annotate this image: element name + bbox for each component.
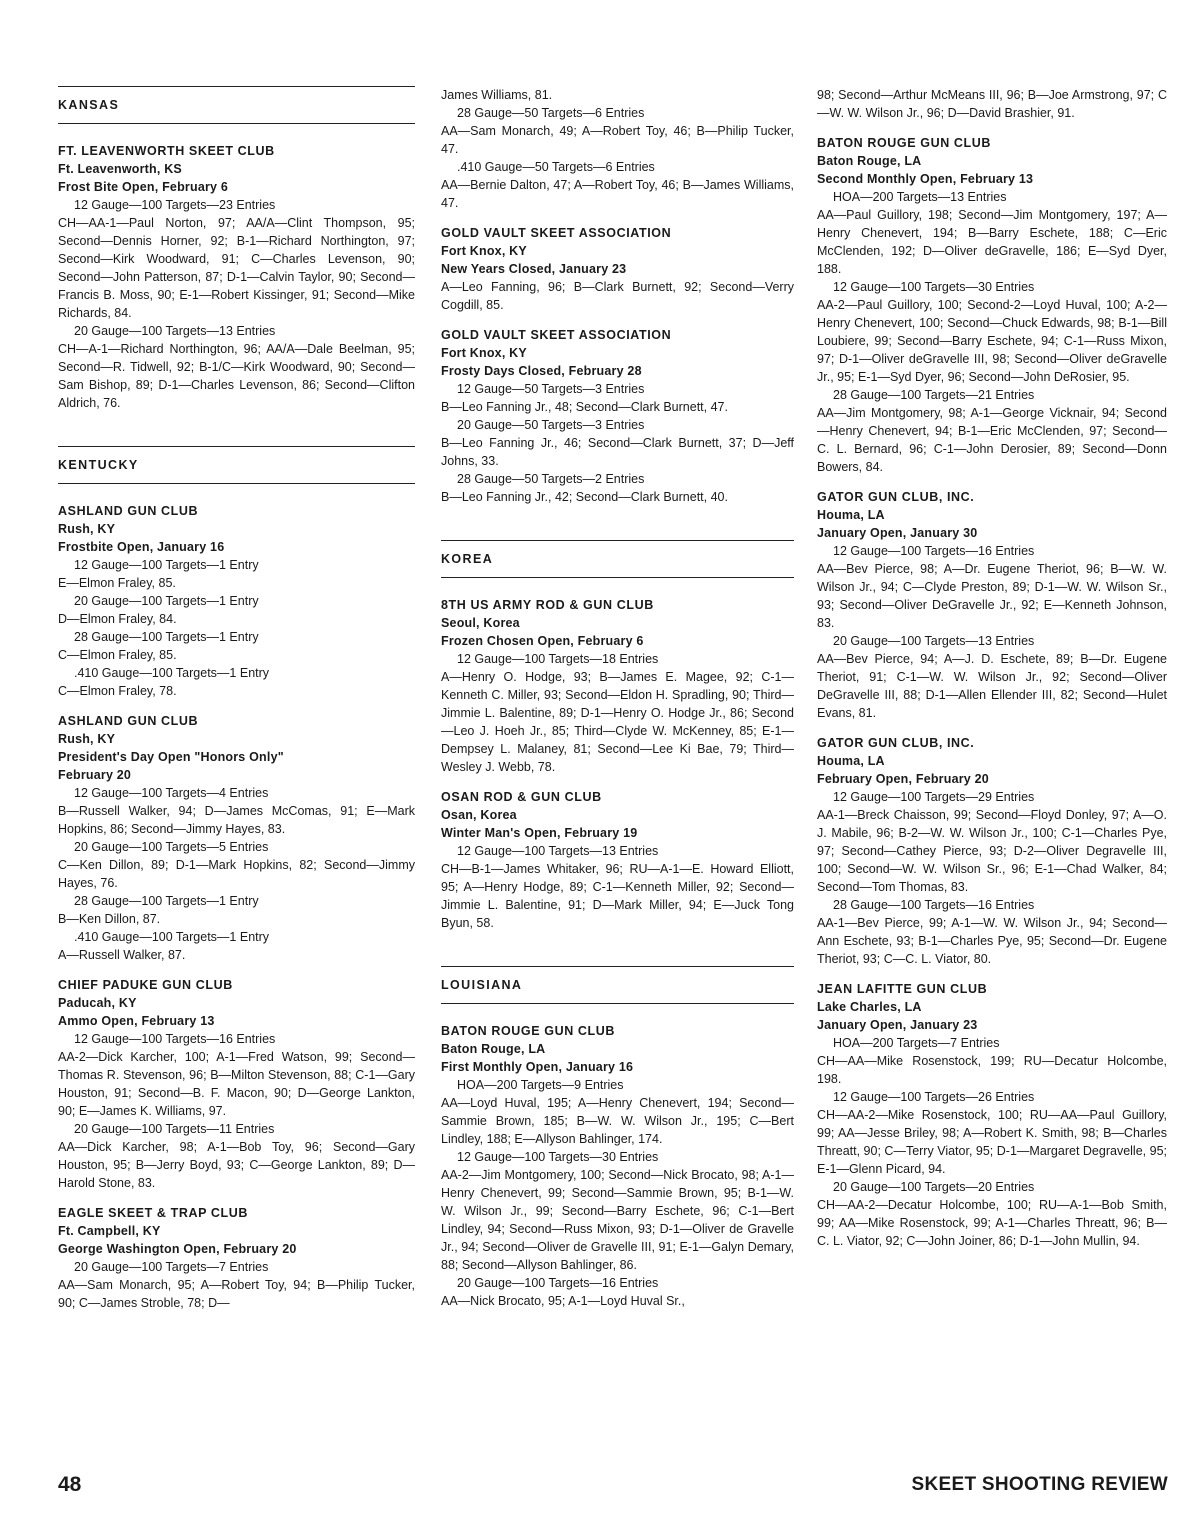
event-heading: 12 Gauge—100 Targets—16 Entries [74, 1032, 276, 1046]
event-title: President's Day Open "Honors Only" [58, 750, 284, 764]
event-results: AA—Dick Karcher, 98; A-1—Bob Toy, 96; Second—Gary Houston, 95; B—Jerry Boyd, 93; C—George Lankton, 89; D—Harold Stone, 83. [58, 1140, 415, 1190]
club-name: EAGLE SKEET & TRAP CLUB [58, 1206, 248, 1220]
event-title: New Years Closed, January 23 [441, 262, 627, 276]
club-name: FT. LEAVENWORTH SKEET CLUB [58, 144, 275, 158]
club-location: Paducah, KY [58, 996, 137, 1010]
magazine-title: SKEET SHOOTING REVIEW [911, 1474, 1168, 1495]
club-block [441, 788, 794, 932]
event-results: D—Elmon Fraley, 84. [58, 612, 177, 626]
event-results: B—Russell Walker, 94; D—James McComas, 91; E—Mark Hopkins, 86; Second—Jimmy Hayes, 83. [58, 804, 415, 836]
event-results: CH—A-1—Richard Northington, 96; AA/A—Dale Beelman, 95; Second—R. Tidwell, 92; B-1/C—Kirk Woodward, 90; Second—Sam Bishop, 89; D-1—Charles Levenson, 86; Second—Clifton Aldrich, 76. [58, 342, 415, 410]
event-heading: 20 Gauge—100 Targets—11 Entries [74, 1122, 275, 1136]
event-heading: 20 Gauge—100 Targets—16 Entries [457, 1276, 659, 1290]
event-heading: 28 Gauge—100 Targets—1 Entry [74, 630, 259, 644]
club-location: Lake Charles, LA [817, 1000, 922, 1014]
club-block [58, 1204, 415, 1312]
event-heading: 20 Gauge—100 Targets—13 Entries [833, 634, 1035, 648]
event-results: C—Elmon Fraley, 78. [58, 684, 177, 698]
event-title: Frosty Days Closed, February 28 [441, 364, 642, 378]
club-block [441, 596, 794, 776]
column-1 [58, 86, 415, 1312]
event-heading: 12 Gauge—100 Targets—30 Entries [833, 280, 1035, 294]
club-location: Ft. Leavenworth, KS [58, 162, 182, 176]
event-title: January Open, January 23 [817, 1018, 978, 1032]
event-heading: 20 Gauge—100 Targets—7 Entries [74, 1260, 269, 1274]
state-header-kentucky: KENTUCKY [58, 446, 415, 484]
event-heading: 28 Gauge—50 Targets—2 Entries [457, 472, 645, 486]
event-results: B—Ken Dillon, 87. [58, 912, 161, 926]
event-heading: .410 Gauge—50 Targets—6 Entries [457, 160, 655, 174]
page-number: 48 [58, 1473, 82, 1496]
event-results: AA—Bernie Dalton, 47; A—Robert Toy, 46; B—James Williams, 47. [441, 178, 794, 210]
event-heading: 12 Gauge—100 Targets—4 Entries [74, 786, 269, 800]
event-results: CH—B-1—James Whitaker, 96; RU—A-1—E. Howard Elliott, 95; A—Henry Hodge, 89; C-1—Kenneth Miller, 92; Second—Jimmie L. Balentine, 91; D—Mark Miller, 94; E—Juck Tong Byun, 58. [441, 862, 794, 930]
event-heading: 12 Gauge—100 Targets—29 Entries [833, 790, 1035, 804]
club-block [58, 976, 415, 1192]
event-results: AA-1—Breck Chaisson, 99; Second—Floyd Donley, 97; A—O. J. Mabile, 96; B-2—W. W. Wilson Jr., 100; C-1—Charles Pye, 97; Second—Cathey Pierce, 93; D-2—Oliver Degravelle III, 100; Second—W. W. Wilson Sr., 96; E-1—Chad Walker, 84; Second—Tom Thomas, 83. [817, 808, 1167, 894]
event-heading: 20 Gauge—100 Targets—13 Entries [74, 324, 276, 338]
club-location: Baton Rouge, LA [817, 154, 922, 168]
event-heading: 28 Gauge—100 Targets—21 Entries [833, 388, 1035, 402]
club-block [441, 1022, 794, 1310]
club-name: GOLD VAULT SKEET ASSOCIATION [441, 328, 672, 342]
club-location: Ft. Campbell, KY [58, 1224, 161, 1238]
event-date: February 20 [58, 768, 132, 782]
event-heading: 28 Gauge—100 Targets—1 Entry [74, 894, 259, 908]
event-heading: 12 Gauge—50 Targets—3 Entries [457, 382, 645, 396]
event-results: CH—AA-2—Decatur Holcombe, 100; RU—A-1—Bob Smith, 99; AA—Mike Rosenstock, 99; A-1—Charles Threatt, 96; B—C. L. Viator, 92; C—John Joiner, 86; D-1—John Mullin, 94. [817, 1198, 1167, 1248]
event-results: AA-2—Paul Guillory, 100; Second-2—Loyd Huval, 100; A-2—Henry Chenevert, 100; Second—Chuck Edwards, 98; B-1—Bill Loubiere, 99; Second—Barry Eschete, 94; C-1—Russ Mixon, 97; D-1—Oliver deGravelle III, 98; Second—Oliver deGravelle Jr., 95; E-1—Syd Dyer, 96; Second—John DeRosier, 95. [817, 298, 1167, 384]
event-results: AA-2—Jim Montgomery, 100; Second—Nick Brocato, 98; A-1—Henry Chenevert, 99; Second—Sammie Brown, 95; B-1—W. W. Wilson Jr., 99; Second—Barry Eschete, 96; C-1—Bert Lindley, 94; Second—Russ Mixon, 93; D-1—Oliver de Gravelle Jr., 94; Second—Oliver de Gravelle III, 91; E-1—Galyn Demary, 88; Second—Allyson Bahlinger, 86. [441, 1168, 794, 1272]
event-heading: 12 Gauge—100 Targets—16 Entries [833, 544, 1035, 558]
club-block [817, 980, 1167, 1250]
club-name: BATON ROUGE GUN CLUB [441, 1024, 616, 1038]
state-header-louisiana: LOUISIANA [441, 966, 794, 1004]
event-heading: 12 Gauge—100 Targets—13 Entries [457, 844, 659, 858]
event-heading: HOA—200 Targets—9 Entries [457, 1078, 624, 1092]
club-block [817, 734, 1167, 968]
event-heading: 20 Gauge—100 Targets—20 Entries [833, 1180, 1035, 1194]
club-name: GOLD VAULT SKEET ASSOCIATION [441, 226, 672, 240]
club-block [58, 712, 415, 964]
event-results: AA—Sam Monarch, 49; A—Robert Toy, 46; B—Philip Tucker, 47. [441, 124, 794, 156]
event-heading: 20 Gauge—50 Targets—3 Entries [457, 418, 645, 432]
event-results: A—Leo Fanning, 96; B—Clark Burnett, 92; Second—Verry Cogdill, 85. [441, 280, 794, 312]
event-title: Second Monthly Open, February 13 [817, 172, 1034, 186]
event-results: AA—Jim Montgomery, 98; A-1—George Vicknair, 94; Second—Henry Chenevert, 94; B-1—Eric McClenden, 97; Second—C. L. Bernard, 96; C-1—John Derosier, 89; Second—Donn Bowers, 84. [817, 406, 1167, 474]
event-heading: .410 Gauge—100 Targets—1 Entry [74, 666, 270, 680]
club-block [441, 326, 794, 506]
event-results: AA-2—Dick Karcher, 100; A-1—Fred Watson, 99; Second—Thomas R. Stevenson, 96; B—Milton Stevenson, 88; C-1—Gary Houston, 91; Second—B. F. Macon, 90; D—George Lankton, 90; E—James K. Williams, 97. [58, 1050, 415, 1118]
event-results: James Williams, 81. [441, 88, 553, 102]
club-block [441, 224, 794, 314]
club-location: Rush, KY [58, 522, 116, 536]
event-results: 98; Second—Arthur McMeans III, 96; B—Joe Armstrong, 97; C—W. W. Wilson Jr., 96; D—David Brashier, 91. [817, 88, 1167, 120]
event-results: E—Elmon Fraley, 85. [58, 576, 176, 590]
club-block [817, 134, 1167, 476]
event-title: January Open, January 30 [817, 526, 978, 540]
event-title: Winter Man's Open, February 19 [441, 826, 638, 840]
club-block-continued [441, 86, 794, 212]
event-results: CH—AA-1—Paul Norton, 97; AA/A—Clint Thompson, 95; Second—Dennis Horner, 92; B-1—Richard Northington, 97; Second—Kirk Woodward, 91; C—Charles Levenson, 90; Second—John Patterson, 87; D-1—Calvin Taylor, 90; Second—Francis B. Moss, 90; E-1—Robert Kissinger, 91; Second—Mike Richards, 84. [58, 216, 415, 320]
event-results: AA—Loyd Huval, 195; A—Henry Chenevert, 194; Second—Sammie Brown, 185; B—W. W. Wilson Jr., 195; C—Bert Lindley, 188; E—Allyson Bahlinger, 174. [441, 1096, 794, 1146]
event-heading: 12 Gauge—100 Targets—23 Entries [74, 198, 276, 212]
club-location: Seoul, Korea [441, 616, 520, 630]
club-block [58, 142, 415, 412]
club-location: Rush, KY [58, 732, 116, 746]
club-name: OSAN ROD & GUN CLUB [441, 790, 602, 804]
event-title: Frozen Chosen Open, February 6 [441, 634, 644, 648]
event-results: A—Russell Walker, 87. [58, 948, 186, 962]
club-location: Baton Rouge, LA [441, 1042, 546, 1056]
event-title: First Monthly Open, January 16 [441, 1060, 634, 1074]
club-block-continued [817, 86, 1167, 122]
column-3 [817, 86, 1167, 1250]
event-results: CH—AA—Mike Rosenstock, 199; RU—Decatur Holcombe, 198. [817, 1054, 1167, 1086]
event-results: B—Leo Fanning Jr., 42; Second—Clark Burnett, 40. [441, 490, 728, 504]
club-location: Fort Knox, KY [441, 244, 527, 258]
event-title: George Washington Open, February 20 [58, 1242, 297, 1256]
event-heading: 12 Gauge—100 Targets—18 Entries [457, 652, 659, 666]
club-location: Fort Knox, KY [441, 346, 527, 360]
event-results: CH—AA-2—Mike Rosenstock, 100; RU—AA—Paul Guillory, 99; AA—Jesse Briley, 98; A—Robert K. Smith, 98; B—Charles Threatt, 90; C—Terry Viator, 95; D-1—Margaret Degravelle, 95; E-1—Glenn Picard, 94. [817, 1108, 1167, 1176]
event-results: B—Leo Fanning Jr., 46; Second—Clark Burnett, 37; D—Jeff Johns, 33. [441, 436, 794, 468]
club-name: ASHLAND GUN CLUB [58, 714, 199, 728]
event-heading: 12 Gauge—100 Targets—30 Entries [457, 1150, 659, 1164]
event-heading: 20 Gauge—100 Targets—1 Entry [74, 594, 259, 608]
club-name: JEAN LAFITTE GUN CLUB [817, 982, 988, 996]
club-location: Houma, LA [817, 754, 885, 768]
club-block [817, 488, 1167, 722]
event-results: AA—Sam Monarch, 95; A—Robert Toy, 94; B—Philip Tucker, 90; C—James Stroble, 78; D— [58, 1278, 415, 1310]
event-heading: 20 Gauge—100 Targets—5 Entries [74, 840, 269, 854]
event-results: AA—Paul Guillory, 198; Second—Jim Montgomery, 197; A—Henry Chenevert, 194; B—Barry Eschete, 188; C—Eric McClenden, 192; D—Oliver deGravelle, 186; E—Syd Dyer, 188. [817, 208, 1167, 276]
club-name: BATON ROUGE GUN CLUB [817, 136, 992, 150]
event-title: Frost Bite Open, February 6 [58, 180, 229, 194]
event-heading: HOA—200 Targets—7 Entries [833, 1036, 1000, 1050]
event-title: Frostbite Open, January 16 [58, 540, 225, 554]
club-block [58, 502, 415, 700]
event-results: AA—Bev Pierce, 94; A—J. D. Eschete, 89; B—Dr. Eugene Theriot, 91; C-1—W. W. Wilson Jr., 92; Second—Oliver DeGravelle III, 88; D-1—Allen Ellender III, 82; Second—Hulet Evans, 81. [817, 652, 1167, 720]
event-results: A—Henry O. Hodge, 93; B—James E. Magee, 92; C-1—Kenneth C. Miller, 93; Second—Eldon H. Spradling, 90; Third—Jimmie L. Balentine, 89; D-1—Henry O. Hodge Jr., 86; Second—Leo J. Hoeh Jr., 85; Third—Clyde W. McKenney, 85; E-1—Dempsey L. Malaney, 81; Second—Lee Ki Bae, 79; Third—Wesley J. Webb, 78. [441, 670, 794, 774]
club-name: 8TH US ARMY ROD & GUN CLUB [441, 598, 654, 612]
event-heading: 28 Gauge—100 Targets—16 Entries [833, 898, 1035, 912]
event-results: AA—Bev Pierce, 98; A—Dr. Eugene Theriot, 96; B—W. W. Wilson Jr., 94; C—Clyde Preston, 89; D-1—W. W. Wilson Sr., 93; Second—Oliver DeGravelle Jr., 92; E—Kenneth Johnson, 83. [817, 562, 1167, 630]
event-results: C—Ken Dillon, 89; D-1—Mark Hopkins, 82; Second—Jimmy Hayes, 76. [58, 858, 415, 890]
club-name: GATOR GUN CLUB, INC. [817, 490, 975, 504]
state-header-kansas: KANSAS [58, 86, 415, 124]
state-header-korea: KOREA [441, 540, 794, 578]
event-heading: HOA—200 Targets—13 Entries [833, 190, 1007, 204]
event-title: Ammo Open, February 13 [58, 1014, 215, 1028]
column-2 [441, 86, 794, 1310]
event-results: AA—Nick Brocato, 95; A-1—Loyd Huval Sr., [441, 1294, 685, 1308]
event-results: C—Elmon Fraley, 85. [58, 648, 177, 662]
event-heading: 12 Gauge—100 Targets—1 Entry [74, 558, 259, 572]
event-results: B—Leo Fanning Jr., 48; Second—Clark Burnett, 47. [441, 400, 728, 414]
event-title: February Open, February 20 [817, 772, 989, 786]
event-heading: 12 Gauge—100 Targets—26 Entries [833, 1090, 1035, 1104]
club-location: Houma, LA [817, 508, 885, 522]
club-name: ASHLAND GUN CLUB [58, 504, 199, 518]
event-heading: 28 Gauge—50 Targets—6 Entries [457, 106, 645, 120]
event-heading: .410 Gauge—100 Targets—1 Entry [74, 930, 270, 944]
club-name: GATOR GUN CLUB, INC. [817, 736, 975, 750]
club-name: CHIEF PADUKE GUN CLUB [58, 978, 233, 992]
club-location: Osan, Korea [441, 808, 517, 822]
event-results: AA-1—Bev Pierce, 99; A-1—W. W. Wilson Jr., 94; Second—Ann Eschete, 93; B-1—Charles Pye, 95; Second—Dr. Eugene Theriot, 93; C—C. L. Viator, 80. [817, 916, 1167, 966]
